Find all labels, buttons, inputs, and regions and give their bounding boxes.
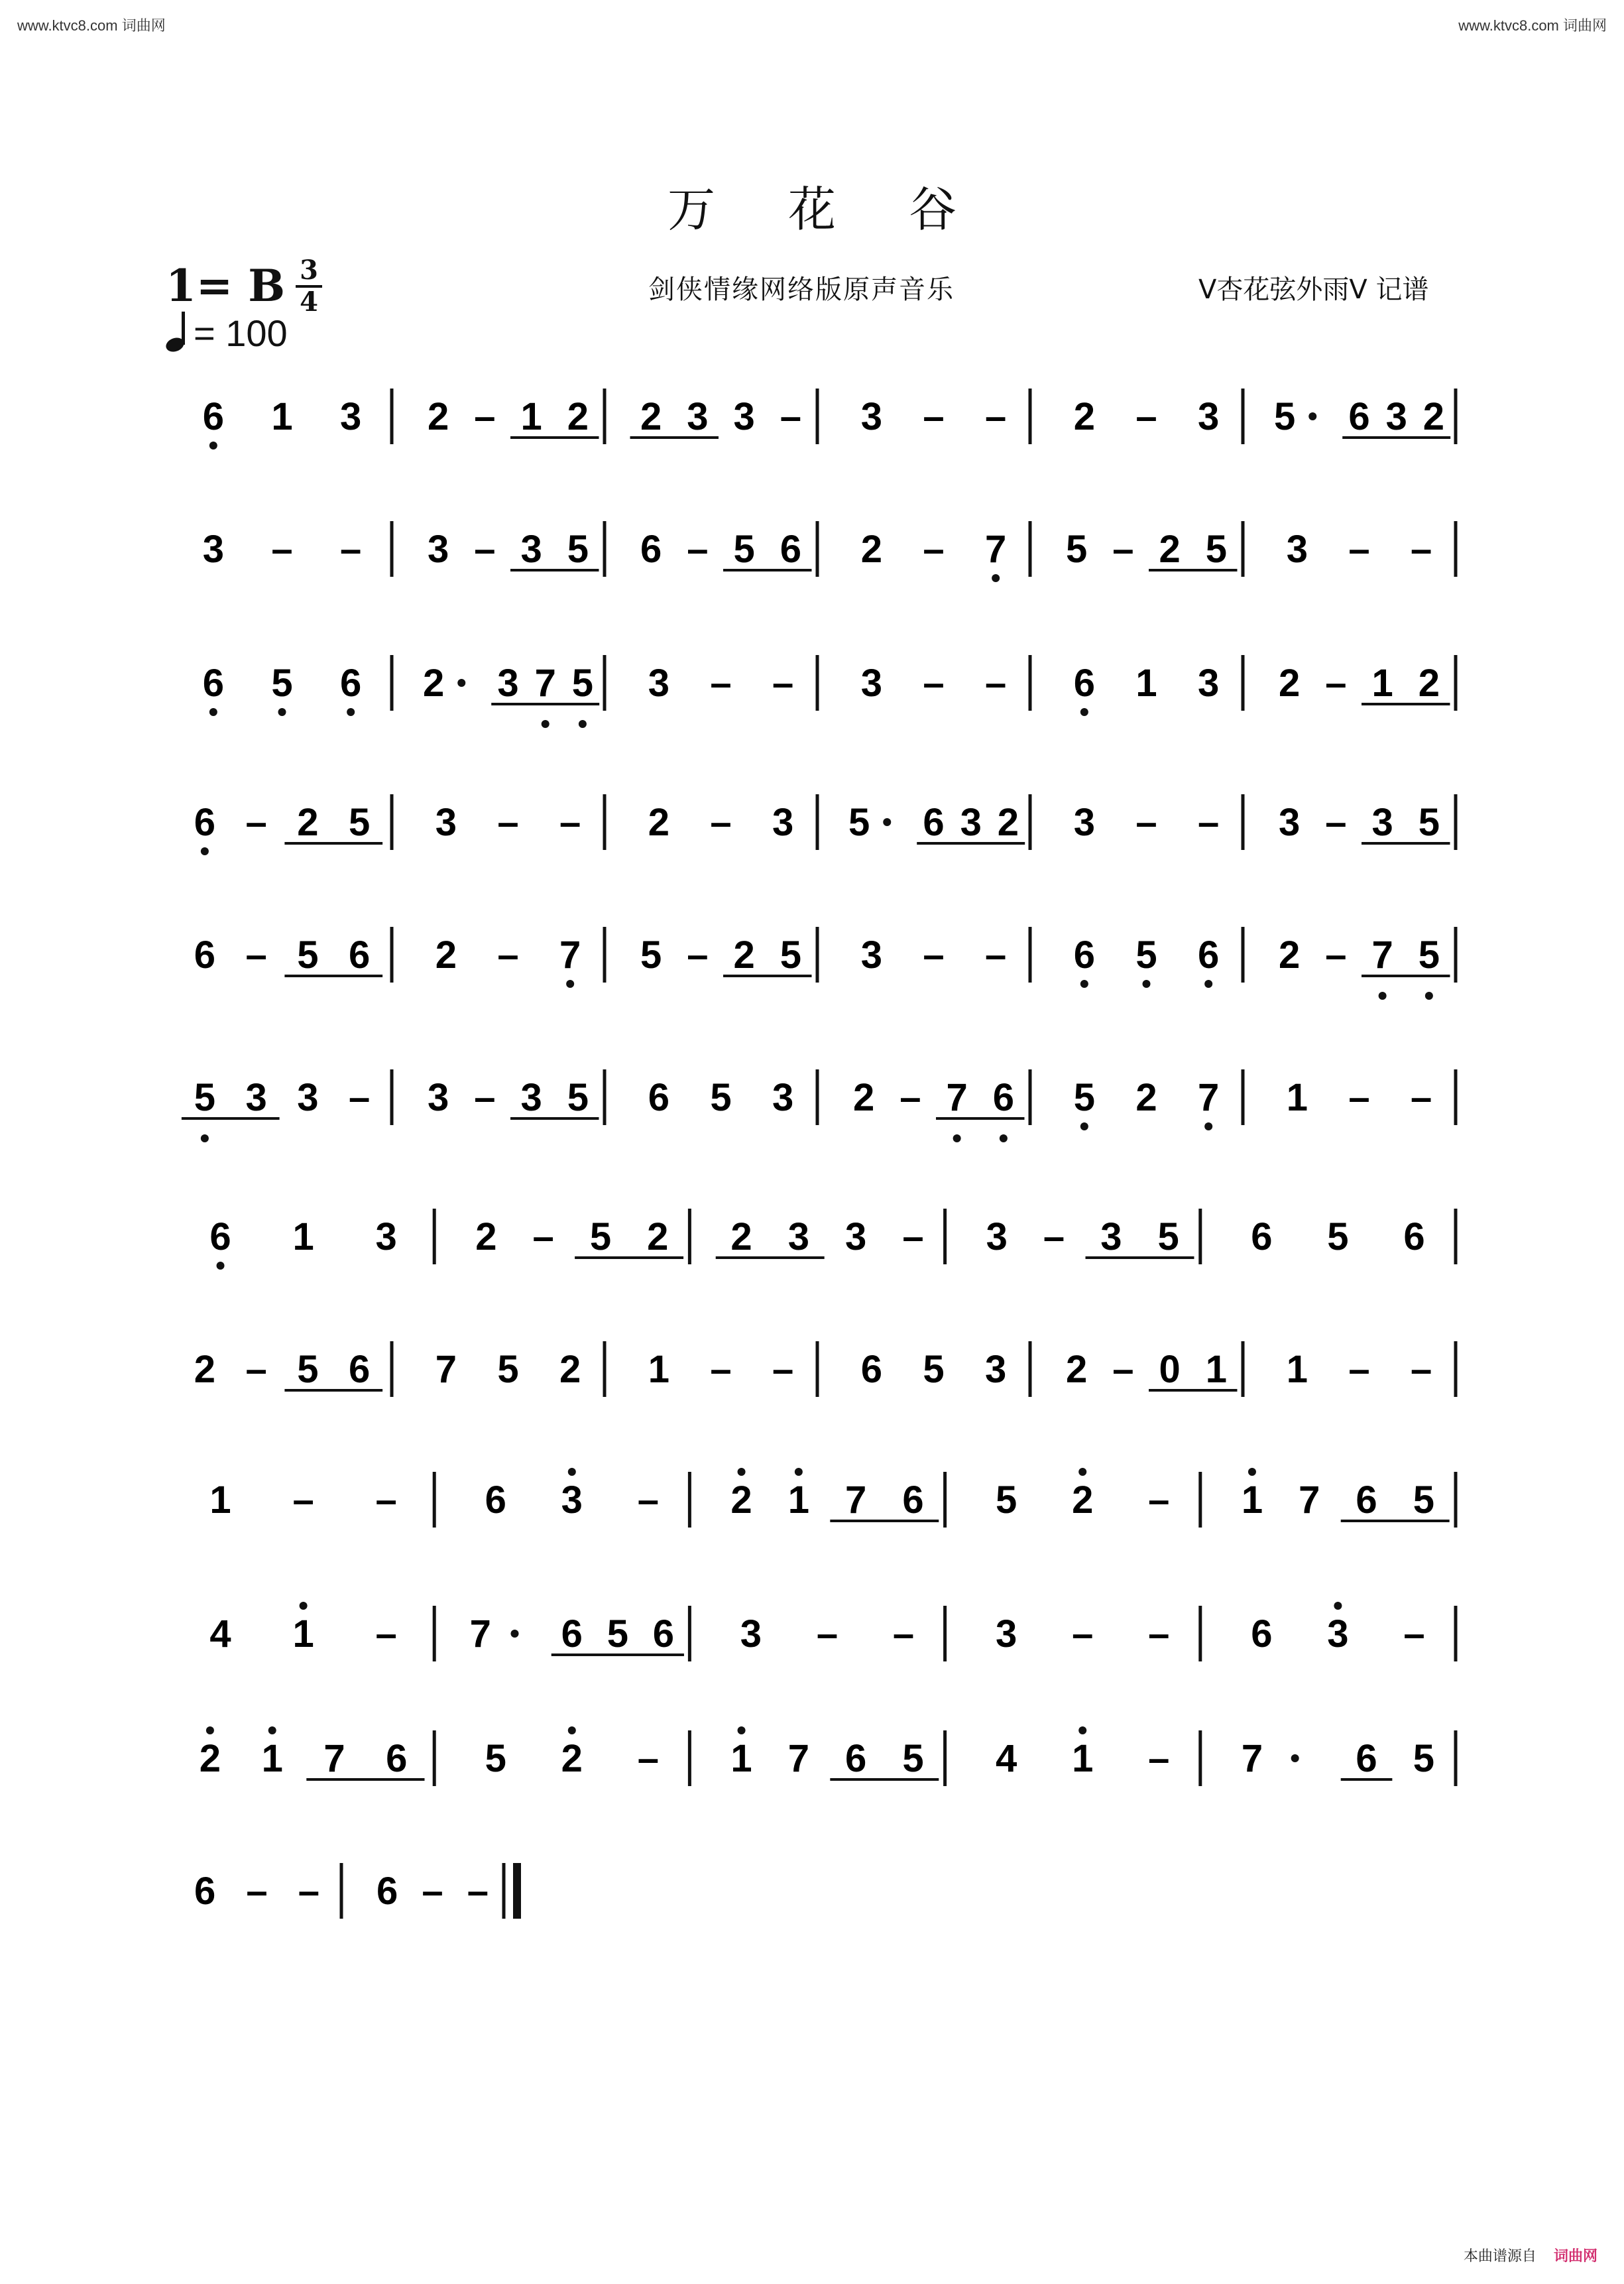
extension-dash: – bbox=[375, 1612, 397, 1655]
high-octave-dot bbox=[1334, 1602, 1342, 1610]
note-digit: 2 bbox=[1278, 662, 1301, 705]
note-digit: 1 bbox=[1286, 1076, 1308, 1119]
extension-dash: – bbox=[985, 933, 1007, 977]
extension-dash: – bbox=[1072, 1612, 1094, 1655]
extension-dash: – bbox=[467, 1870, 489, 1913]
extension-dash: – bbox=[1403, 1612, 1425, 1655]
low-octave-dot bbox=[209, 708, 217, 716]
note-digit: 5 bbox=[1073, 1076, 1095, 1119]
note-digit: 3 bbox=[1198, 395, 1220, 438]
note-digit: 5 bbox=[902, 1737, 924, 1780]
note-digit: 2 bbox=[297, 801, 319, 844]
note-digit: 5 bbox=[733, 528, 755, 571]
high-octave-dot bbox=[738, 1468, 746, 1476]
note-digit: 5 bbox=[1273, 395, 1296, 438]
extension-dash: – bbox=[902, 1215, 924, 1258]
note-digit: 7 bbox=[323, 1737, 345, 1780]
high-octave-dot bbox=[568, 1726, 576, 1734]
note-digit: 6 bbox=[1198, 933, 1220, 977]
high-octave-dot bbox=[568, 1468, 576, 1476]
note-digit: 6 bbox=[640, 528, 662, 571]
note-digit: 3 bbox=[435, 801, 457, 844]
extension-dash: – bbox=[923, 395, 945, 438]
note-digit: 7 bbox=[787, 1737, 809, 1780]
high-octave-dot bbox=[300, 1602, 308, 1610]
note-digit: 2 bbox=[640, 395, 662, 438]
extension-dash: – bbox=[1348, 1348, 1370, 1391]
note-digit: 3 bbox=[845, 1215, 867, 1258]
low-octave-dot bbox=[1080, 708, 1088, 716]
low-octave-dot bbox=[217, 1262, 225, 1270]
extension-dash: – bbox=[245, 933, 267, 977]
note-digit: 2 bbox=[997, 801, 1019, 844]
note-digit: 3 bbox=[740, 1612, 762, 1655]
note-digit: 3 bbox=[245, 1076, 267, 1119]
extension-dash: – bbox=[1135, 395, 1157, 438]
note-digit: 3 bbox=[1198, 662, 1220, 705]
note-digit: 6 bbox=[377, 1870, 398, 1913]
note-digit: 3 bbox=[427, 528, 449, 571]
note-digit: 7 bbox=[1241, 1737, 1263, 1780]
extension-dash: – bbox=[772, 1348, 794, 1391]
low-octave-dot bbox=[566, 980, 574, 988]
extension-dash: – bbox=[1325, 662, 1347, 705]
high-octave-dot bbox=[268, 1726, 276, 1734]
extension-dash: – bbox=[246, 1870, 268, 1913]
note-digit: 1 bbox=[1205, 1348, 1228, 1391]
note-digit: 6 bbox=[1356, 1478, 1377, 1522]
note-digit: 6 bbox=[340, 662, 362, 705]
extension-dash: – bbox=[772, 662, 794, 705]
note-digit: 6 bbox=[202, 662, 224, 705]
note-digit: 3 bbox=[860, 662, 882, 705]
note-digit: 6 bbox=[348, 1348, 371, 1391]
note-digit: 1 bbox=[520, 395, 542, 438]
note-digit: 7 bbox=[435, 1348, 457, 1391]
high-octave-dot bbox=[1078, 1726, 1086, 1734]
extension-dash: – bbox=[780, 395, 802, 438]
note-digit: 3 bbox=[772, 1076, 794, 1119]
low-octave-dot bbox=[1080, 980, 1088, 988]
note-digit: 1 bbox=[1371, 662, 1393, 705]
note-digit: 2 bbox=[1159, 528, 1181, 571]
low-octave-dot bbox=[542, 720, 550, 728]
note-digit: 3 bbox=[427, 1076, 449, 1119]
note-digit: 6 bbox=[1403, 1215, 1425, 1258]
note-digit: 2 bbox=[730, 1478, 752, 1522]
note-digit: 2 bbox=[1278, 933, 1301, 977]
low-octave-dot bbox=[347, 708, 355, 716]
note-digit: 5 bbox=[996, 1478, 1017, 1522]
note-digit: 6 bbox=[561, 1612, 583, 1655]
note-digit: 2 bbox=[1418, 662, 1440, 705]
extension-dash: – bbox=[474, 528, 496, 571]
note-digit: 3 bbox=[497, 662, 519, 705]
key-signature: 1= B bbox=[166, 260, 285, 312]
extension-dash: – bbox=[1148, 1737, 1170, 1780]
low-octave-dot bbox=[992, 574, 1000, 582]
note-digit: 3 bbox=[772, 801, 794, 844]
note-digit: 5 bbox=[923, 1348, 945, 1391]
note-digit: 3 bbox=[787, 1215, 809, 1258]
dot-mark bbox=[1291, 1754, 1299, 1762]
extension-dash: – bbox=[985, 662, 1007, 705]
note-digit: 5 bbox=[1327, 1215, 1349, 1258]
dot-mark bbox=[883, 818, 891, 826]
tempo-value: = 100 bbox=[194, 312, 288, 354]
low-octave-dot bbox=[1000, 1134, 1008, 1142]
note-digit: 6 bbox=[348, 933, 371, 977]
note-digit: 3 bbox=[648, 662, 669, 705]
extension-dash: – bbox=[1325, 801, 1347, 844]
note-digit: 1 bbox=[261, 1737, 283, 1780]
note-digit: 3 bbox=[375, 1215, 397, 1258]
note-digit: 5 bbox=[297, 1348, 319, 1391]
extension-dash: – bbox=[923, 662, 945, 705]
note-digit: 6 bbox=[209, 1215, 231, 1258]
note-digit: 7 bbox=[985, 528, 1007, 571]
high-octave-dot bbox=[795, 1468, 803, 1476]
note-digit: 2 bbox=[1072, 1478, 1094, 1522]
footer-site-logo: 词曲网 bbox=[1553, 2248, 1597, 2264]
note-digit: 1 bbox=[1072, 1737, 1094, 1780]
time-signature-bottom: 4 bbox=[300, 286, 318, 318]
note-digit: 7 bbox=[1198, 1076, 1220, 1119]
extension-dash: – bbox=[710, 801, 732, 844]
extension-dash: – bbox=[1348, 528, 1370, 571]
note-digit: 6 bbox=[992, 1076, 1015, 1119]
extension-dash: – bbox=[1112, 1348, 1134, 1391]
note-digit: 2 bbox=[1422, 395, 1445, 438]
note-digit: 4 bbox=[209, 1612, 231, 1655]
extension-dash: – bbox=[375, 1478, 397, 1522]
high-octave-dot bbox=[1248, 1468, 1256, 1476]
note-digit: 2 bbox=[1135, 1076, 1157, 1119]
extension-dash: – bbox=[816, 1612, 839, 1655]
note-digit: 5 bbox=[1065, 528, 1088, 571]
note-digit: 5 bbox=[1413, 1737, 1434, 1780]
note-digit: 5 bbox=[607, 1612, 628, 1655]
note-digit: 3 bbox=[986, 1215, 1008, 1258]
note-digit: 5 bbox=[780, 933, 802, 977]
note-digit: 3 bbox=[733, 395, 755, 438]
note-digit: 6 bbox=[860, 1348, 882, 1391]
note-digit: 5 bbox=[271, 662, 293, 705]
note-digit: 1 bbox=[730, 1737, 752, 1780]
note-digit: 3 bbox=[960, 801, 982, 844]
transcriber-credit: V杏花弦外雨V 记谱 bbox=[1198, 274, 1429, 305]
final-barline-thick bbox=[513, 1863, 521, 1919]
extension-dash: – bbox=[985, 395, 1007, 438]
subtitle: 剑侠情缘网络版原声音乐 bbox=[648, 274, 955, 305]
footer bbox=[1464, 2245, 1597, 2265]
note-digit: 1 bbox=[292, 1612, 314, 1655]
note-digit: 5 bbox=[1205, 528, 1228, 571]
note-digit: 5 bbox=[571, 662, 594, 705]
note-digit: 3 bbox=[996, 1612, 1017, 1655]
note-digit: 5 bbox=[1135, 933, 1157, 977]
extension-dash: – bbox=[923, 933, 945, 977]
note-digit: 6 bbox=[648, 1076, 669, 1119]
note-digit: 2 bbox=[860, 528, 882, 571]
note-digit: 3 bbox=[520, 528, 542, 571]
site-watermark-left: www.ktvc8.com 词曲网 bbox=[17, 17, 166, 34]
extension-dash: – bbox=[422, 1870, 443, 1913]
note-digit: 6 bbox=[202, 395, 224, 438]
extension-dash: – bbox=[710, 1348, 732, 1391]
extension-dash: – bbox=[532, 1215, 554, 1258]
extension-dash: – bbox=[348, 1076, 371, 1119]
extension-dash: – bbox=[899, 1076, 921, 1119]
note-digit: 3 bbox=[1286, 528, 1308, 571]
note-digit: 6 bbox=[1251, 1215, 1273, 1258]
note-digit: 3 bbox=[1278, 801, 1301, 844]
note-digit: 6 bbox=[1073, 933, 1095, 977]
footer-source-label: 本曲谱源自 bbox=[1463, 2248, 1537, 2264]
note-digit: 2 bbox=[194, 1348, 216, 1391]
note-digit: 5 bbox=[1418, 933, 1440, 977]
note-digit: 5 bbox=[710, 1076, 732, 1119]
extension-dash: – bbox=[1411, 1348, 1432, 1391]
note-digit: 1 bbox=[271, 395, 293, 438]
time-signature-top: 3 bbox=[300, 255, 318, 286]
note-digit: 5 bbox=[567, 528, 589, 571]
note-digit: 1 bbox=[1135, 662, 1157, 705]
low-octave-dot bbox=[201, 847, 209, 855]
extension-dash: – bbox=[1411, 1076, 1432, 1119]
extension-dash: – bbox=[1043, 1215, 1065, 1258]
note-digit: 1 bbox=[292, 1215, 314, 1258]
extension-dash: – bbox=[1348, 1076, 1370, 1119]
extension-dash: – bbox=[559, 801, 581, 844]
note-digit: 7 bbox=[946, 1076, 968, 1119]
note-digit: 6 bbox=[1356, 1737, 1377, 1780]
dot-mark bbox=[457, 679, 465, 687]
note-digit: 4 bbox=[996, 1737, 1017, 1780]
extension-dash: – bbox=[292, 1478, 314, 1522]
extension-dash: – bbox=[637, 1737, 659, 1780]
note-digit: 5 bbox=[640, 933, 662, 977]
extension-dash: – bbox=[245, 1348, 267, 1391]
extension-dash: – bbox=[298, 1870, 319, 1913]
note-digit: 6 bbox=[652, 1612, 675, 1655]
low-octave-dot bbox=[953, 1134, 961, 1142]
note-digit: 6 bbox=[845, 1737, 867, 1780]
low-octave-dot bbox=[201, 1134, 209, 1142]
extension-dash: – bbox=[1198, 801, 1220, 844]
high-octave-dot bbox=[738, 1726, 746, 1734]
note-digit: 3 bbox=[1073, 801, 1095, 844]
low-octave-dot bbox=[278, 708, 286, 716]
note-digit: 5 bbox=[567, 1076, 589, 1119]
note-digit: 7 bbox=[1299, 1478, 1320, 1522]
note-digit: 2 bbox=[422, 662, 445, 705]
extension-dash: – bbox=[687, 933, 709, 977]
note-digit: 3 bbox=[1371, 801, 1393, 844]
note-digit: 2 bbox=[733, 933, 755, 977]
note-digit: 6 bbox=[1348, 395, 1370, 438]
note-digit: 7 bbox=[845, 1478, 867, 1522]
extension-dash: – bbox=[1112, 528, 1134, 571]
note-digit: 5 bbox=[485, 1737, 506, 1780]
note-digit: 7 bbox=[559, 933, 581, 977]
note-digit: 2 bbox=[567, 395, 589, 438]
note-digit: 6 bbox=[780, 528, 802, 571]
note-digit: 6 bbox=[485, 1478, 506, 1522]
note-digit: 2 bbox=[647, 1215, 669, 1258]
extension-dash: – bbox=[1148, 1612, 1170, 1655]
note-digit: 3 bbox=[985, 1348, 1007, 1391]
extension-dash: – bbox=[1411, 528, 1432, 571]
note-digit: 3 bbox=[561, 1478, 583, 1522]
note-digit: 5 bbox=[589, 1215, 612, 1258]
note-digit: 1 bbox=[787, 1478, 809, 1522]
extension-dash: – bbox=[687, 528, 709, 571]
extension-dash: – bbox=[710, 662, 732, 705]
note-digit: 3 bbox=[340, 395, 362, 438]
note-digit: 6 bbox=[1251, 1612, 1273, 1655]
extension-dash: – bbox=[1135, 801, 1157, 844]
note-digit: 2 bbox=[852, 1076, 875, 1119]
note-digit: 1 bbox=[648, 1348, 669, 1391]
low-octave-dot bbox=[1143, 980, 1151, 988]
extension-dash: – bbox=[923, 528, 945, 571]
note-digit: 2 bbox=[475, 1215, 497, 1258]
extension-dash: – bbox=[1148, 1478, 1170, 1522]
note-digit: 3 bbox=[202, 528, 224, 571]
extension-dash: – bbox=[271, 528, 293, 571]
note-digit: 2 bbox=[1065, 1348, 1088, 1391]
note-digit: 0 bbox=[1159, 1348, 1181, 1391]
note-digit: 2 bbox=[1073, 395, 1095, 438]
note-digit: 1 bbox=[209, 1478, 231, 1522]
note-digit: 2 bbox=[199, 1737, 221, 1780]
note-digit: 3 bbox=[1327, 1612, 1349, 1655]
extension-dash: – bbox=[497, 801, 519, 844]
note-digit: 5 bbox=[1157, 1215, 1179, 1258]
high-octave-dot bbox=[1078, 1468, 1086, 1476]
note-digit: 6 bbox=[386, 1737, 408, 1780]
high-octave-dot bbox=[206, 1726, 214, 1734]
dot-mark bbox=[511, 1630, 519, 1638]
note-digit: 6 bbox=[194, 933, 216, 977]
note-digit: 6 bbox=[902, 1478, 924, 1522]
site-watermark-right: www.ktvc8.com 词曲网 bbox=[1458, 17, 1607, 34]
note-digit: 6 bbox=[194, 1870, 216, 1913]
low-octave-dot bbox=[209, 442, 217, 450]
note-digit: 2 bbox=[435, 933, 457, 977]
note-digit: 5 bbox=[194, 1076, 216, 1119]
extension-dash: – bbox=[892, 1612, 915, 1655]
note-digit: 6 bbox=[194, 801, 216, 844]
note-digit: 6 bbox=[923, 801, 945, 844]
extension-dash: – bbox=[497, 933, 519, 977]
extension-dash: – bbox=[474, 395, 496, 438]
note-digit: 1 bbox=[1286, 1348, 1308, 1391]
note-digit: 3 bbox=[860, 395, 882, 438]
note-digit: 3 bbox=[1385, 395, 1407, 438]
note-digit: 2 bbox=[561, 1737, 583, 1780]
note-digit: 3 bbox=[297, 1076, 319, 1119]
note-digit: 7 bbox=[534, 662, 556, 705]
note-digit: 5 bbox=[1413, 1478, 1434, 1522]
note-digit: 2 bbox=[427, 395, 449, 438]
song-title: 万花谷 bbox=[667, 182, 1029, 237]
note-digit: 5 bbox=[848, 801, 870, 844]
note-digit: 6 bbox=[1073, 662, 1095, 705]
note-digit: 5 bbox=[297, 933, 319, 977]
extension-dash: – bbox=[245, 801, 267, 844]
note-digit: 2 bbox=[648, 801, 669, 844]
low-octave-dot bbox=[1425, 992, 1433, 1000]
low-octave-dot bbox=[579, 720, 587, 728]
low-octave-dot bbox=[1204, 1122, 1212, 1130]
note-digit: 7 bbox=[1371, 933, 1393, 977]
note-digit: 7 bbox=[469, 1612, 491, 1655]
low-octave-dot bbox=[1379, 992, 1387, 1000]
low-octave-dot bbox=[1080, 1122, 1088, 1130]
note-digit: 3 bbox=[520, 1076, 542, 1119]
note-digit: 2 bbox=[559, 1348, 581, 1391]
low-octave-dot bbox=[1204, 980, 1212, 988]
note-digit: 3 bbox=[687, 395, 709, 438]
note-digit: 5 bbox=[348, 801, 371, 844]
note-digit: 3 bbox=[860, 933, 882, 977]
extension-dash: – bbox=[340, 528, 362, 571]
extension-dash: – bbox=[474, 1076, 496, 1119]
note-digit: 1 bbox=[1241, 1478, 1263, 1522]
extension-dash: – bbox=[1325, 933, 1347, 977]
note-digit: 2 bbox=[730, 1215, 752, 1258]
note-digit: 5 bbox=[1418, 801, 1440, 844]
note-digit: 5 bbox=[497, 1348, 519, 1391]
note-digit: 3 bbox=[1100, 1215, 1122, 1258]
dot-mark bbox=[1308, 412, 1316, 420]
extension-dash: – bbox=[637, 1478, 659, 1522]
